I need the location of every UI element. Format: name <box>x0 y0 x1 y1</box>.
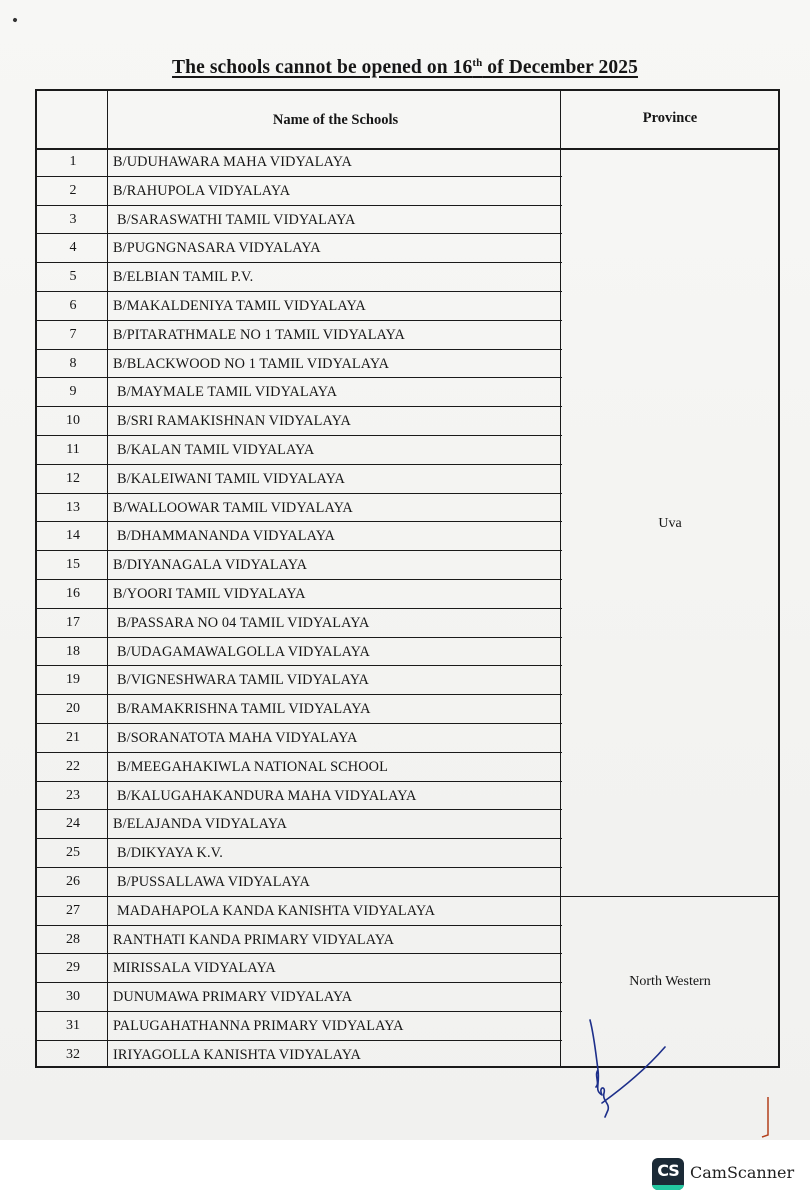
school-name: B/PASSARA NO 04 TAMIL VIDYALAYA <box>117 614 370 631</box>
table-row <box>37 666 562 695</box>
table-row <box>37 206 562 235</box>
page-edge-mark <box>760 1095 780 1140</box>
title-main: The schools cannot be opened on 16 <box>172 57 473 78</box>
table-row <box>37 782 562 811</box>
school-name: B/PUSSALLAWA VIDYALAYA <box>117 874 310 890</box>
table-row <box>37 177 562 206</box>
table-row <box>37 407 562 436</box>
school-name: B/SORANATOTA MAHA VIDYALAYA <box>117 730 358 746</box>
row-number: 5 <box>69 269 77 285</box>
table-row <box>37 234 562 263</box>
row-number: 1 <box>69 154 77 169</box>
school-name: B/SRI RAMAKISHNAN VIDYALAYA <box>117 413 351 430</box>
table-row <box>37 292 562 321</box>
row-number: 16 <box>66 586 80 601</box>
school-name: B/UDUHAWARA MAHA VIDYALAYA <box>113 154 352 170</box>
row-number: 3 <box>69 211 77 227</box>
table-row <box>37 638 562 667</box>
header-school-name: Name of the Schools <box>272 112 399 128</box>
table-row <box>37 350 562 379</box>
school-name: B/PITARATHMALE NO 1 TAMIL VIDYALAYA <box>113 326 405 343</box>
school-name: B/SARASWATHI TAMIL VIDYALAYA <box>117 211 356 228</box>
table-row <box>37 580 562 609</box>
logo-text: CS <box>657 1161 679 1180</box>
table-row <box>37 263 562 292</box>
row-number: 31 <box>66 1018 80 1033</box>
school-name: IRIYAGOLLA KANISHTA VIDYALAYA <box>113 1046 361 1063</box>
row-number: 7 <box>69 326 77 342</box>
row-number: 6 <box>69 298 77 313</box>
school-name: B/ELBIAN TAMIL P.V. <box>113 269 254 286</box>
table-row <box>37 954 562 983</box>
table-row <box>37 868 562 897</box>
camscanner-brand: CamScanner <box>690 1163 795 1182</box>
table-row <box>37 983 562 1012</box>
school-name: B/RAHUPOLA VIDYALAYA <box>113 182 291 199</box>
row-number: 21 <box>66 730 80 745</box>
school-name: B/VIGNESHWARA TAMIL VIDYALAYA <box>117 672 369 689</box>
school-name: B/MAKALDENIYA TAMIL VIDYALAYA <box>113 298 366 314</box>
row-number: 18 <box>66 643 80 659</box>
school-name: B/KALEIWANI TAMIL VIDYALAYA <box>117 470 345 487</box>
row-number: 10 <box>66 413 80 429</box>
school-name: B/DIKYAYA K.V. <box>117 845 223 862</box>
table-row <box>37 839 562 868</box>
table-row <box>37 494 562 523</box>
table-row <box>37 609 562 638</box>
camscanner-logo-icon <box>652 1158 684 1190</box>
school-name: B/YOORI TAMIL VIDYALAYA <box>113 586 306 602</box>
row-number: 13 <box>66 499 80 515</box>
table-row <box>37 321 562 350</box>
school-name: B/WALLOOWAR TAMIL VIDYALAYA <box>113 499 353 516</box>
table-row <box>37 436 562 465</box>
school-name: MIRISSALA VIDYALAYA <box>113 960 276 977</box>
school-name: B/RAMAKRISHNA TAMIL VIDYALAYA <box>117 701 371 718</box>
row-number: 30 <box>66 989 80 1005</box>
table-row <box>37 1012 562 1041</box>
school-name: B/DHAMMANANDA VIDYALAYA <box>117 528 335 545</box>
row-number: 17 <box>66 614 80 630</box>
row-number: 14 <box>66 528 80 544</box>
row-number: 2 <box>69 182 77 198</box>
row-number: 23 <box>66 787 80 803</box>
schools-table <box>35 89 780 1068</box>
table-row <box>37 897 562 926</box>
school-name: B/DIYANAGALA VIDYALAYA <box>113 557 308 574</box>
school-name: RANTHATI KANDA PRIMARY VIDYALAYA <box>113 931 395 948</box>
row-number: 27 <box>66 902 80 918</box>
school-name: B/KALAN TAMIL VIDYALAYA <box>117 442 315 458</box>
school-name: B/BLACKWOOD NO 1 TAMIL VIDYALAYA <box>113 355 390 372</box>
school-name: B/MEEGAHAKIWLA NATIONAL SCHOOL <box>117 758 388 775</box>
school-name: DUNUMAWA PRIMARY VIDYALAYA <box>113 989 353 1006</box>
table-row <box>37 926 562 955</box>
row-number: 8 <box>69 355 77 371</box>
document-title <box>0 57 810 79</box>
table-row <box>37 810 562 839</box>
table-row <box>37 148 562 177</box>
title-superscript: th <box>472 57 483 69</box>
table-row <box>37 695 562 724</box>
row-number: 20 <box>66 701 80 717</box>
logo-accent-bar <box>652 1185 684 1190</box>
row-number: 28 <box>66 931 80 947</box>
school-name: B/PUGNGNASARA VIDYALAYA <box>113 240 321 257</box>
row-number: 32 <box>66 1046 80 1062</box>
title-end: of December 2025 <box>482 57 638 78</box>
province-north-western: North Western <box>629 974 711 989</box>
school-name: PALUGAHATHANNA PRIMARY VIDYALAYA <box>113 1018 404 1034</box>
signature-icon <box>580 1015 680 1120</box>
row-number: 22 <box>66 758 80 774</box>
row-number: 4 <box>69 240 77 256</box>
school-name: B/KALUGAHAKANDURA MAHA VIDYALAYA <box>117 787 417 804</box>
row-number: 24 <box>66 816 80 832</box>
row-number: 19 <box>66 672 80 688</box>
scanner-footer <box>0 1140 810 1203</box>
row-number: 15 <box>66 557 80 573</box>
header-province: Province <box>642 110 698 126</box>
table-row <box>37 1041 562 1070</box>
school-name: MADAHAPOLA KANDA KANISHTA VIDYALAYA <box>117 902 436 919</box>
table-row <box>37 753 562 782</box>
province-uva: Uva <box>658 516 682 531</box>
table-row <box>37 551 562 580</box>
row-number: 12 <box>66 470 80 486</box>
table-row <box>37 378 562 407</box>
row-number: 29 <box>66 960 80 976</box>
school-name: B/ELAJANDA VIDYALAYA <box>113 816 287 833</box>
table-row <box>37 465 562 494</box>
table-row <box>37 522 562 551</box>
school-name: B/UDAGAMAWALGOLLA VIDYALAYA <box>117 643 370 660</box>
table-header-row <box>37 91 778 150</box>
row-number: 25 <box>66 845 80 861</box>
province-divider <box>562 896 778 897</box>
scan-speck <box>12 17 17 22</box>
row-number: 9 <box>69 384 77 400</box>
table-row <box>37 724 562 753</box>
school-name: B/MAYMALE TAMIL VIDYALAYA <box>117 384 338 401</box>
row-number: 26 <box>66 874 80 889</box>
row-number: 11 <box>66 442 80 457</box>
